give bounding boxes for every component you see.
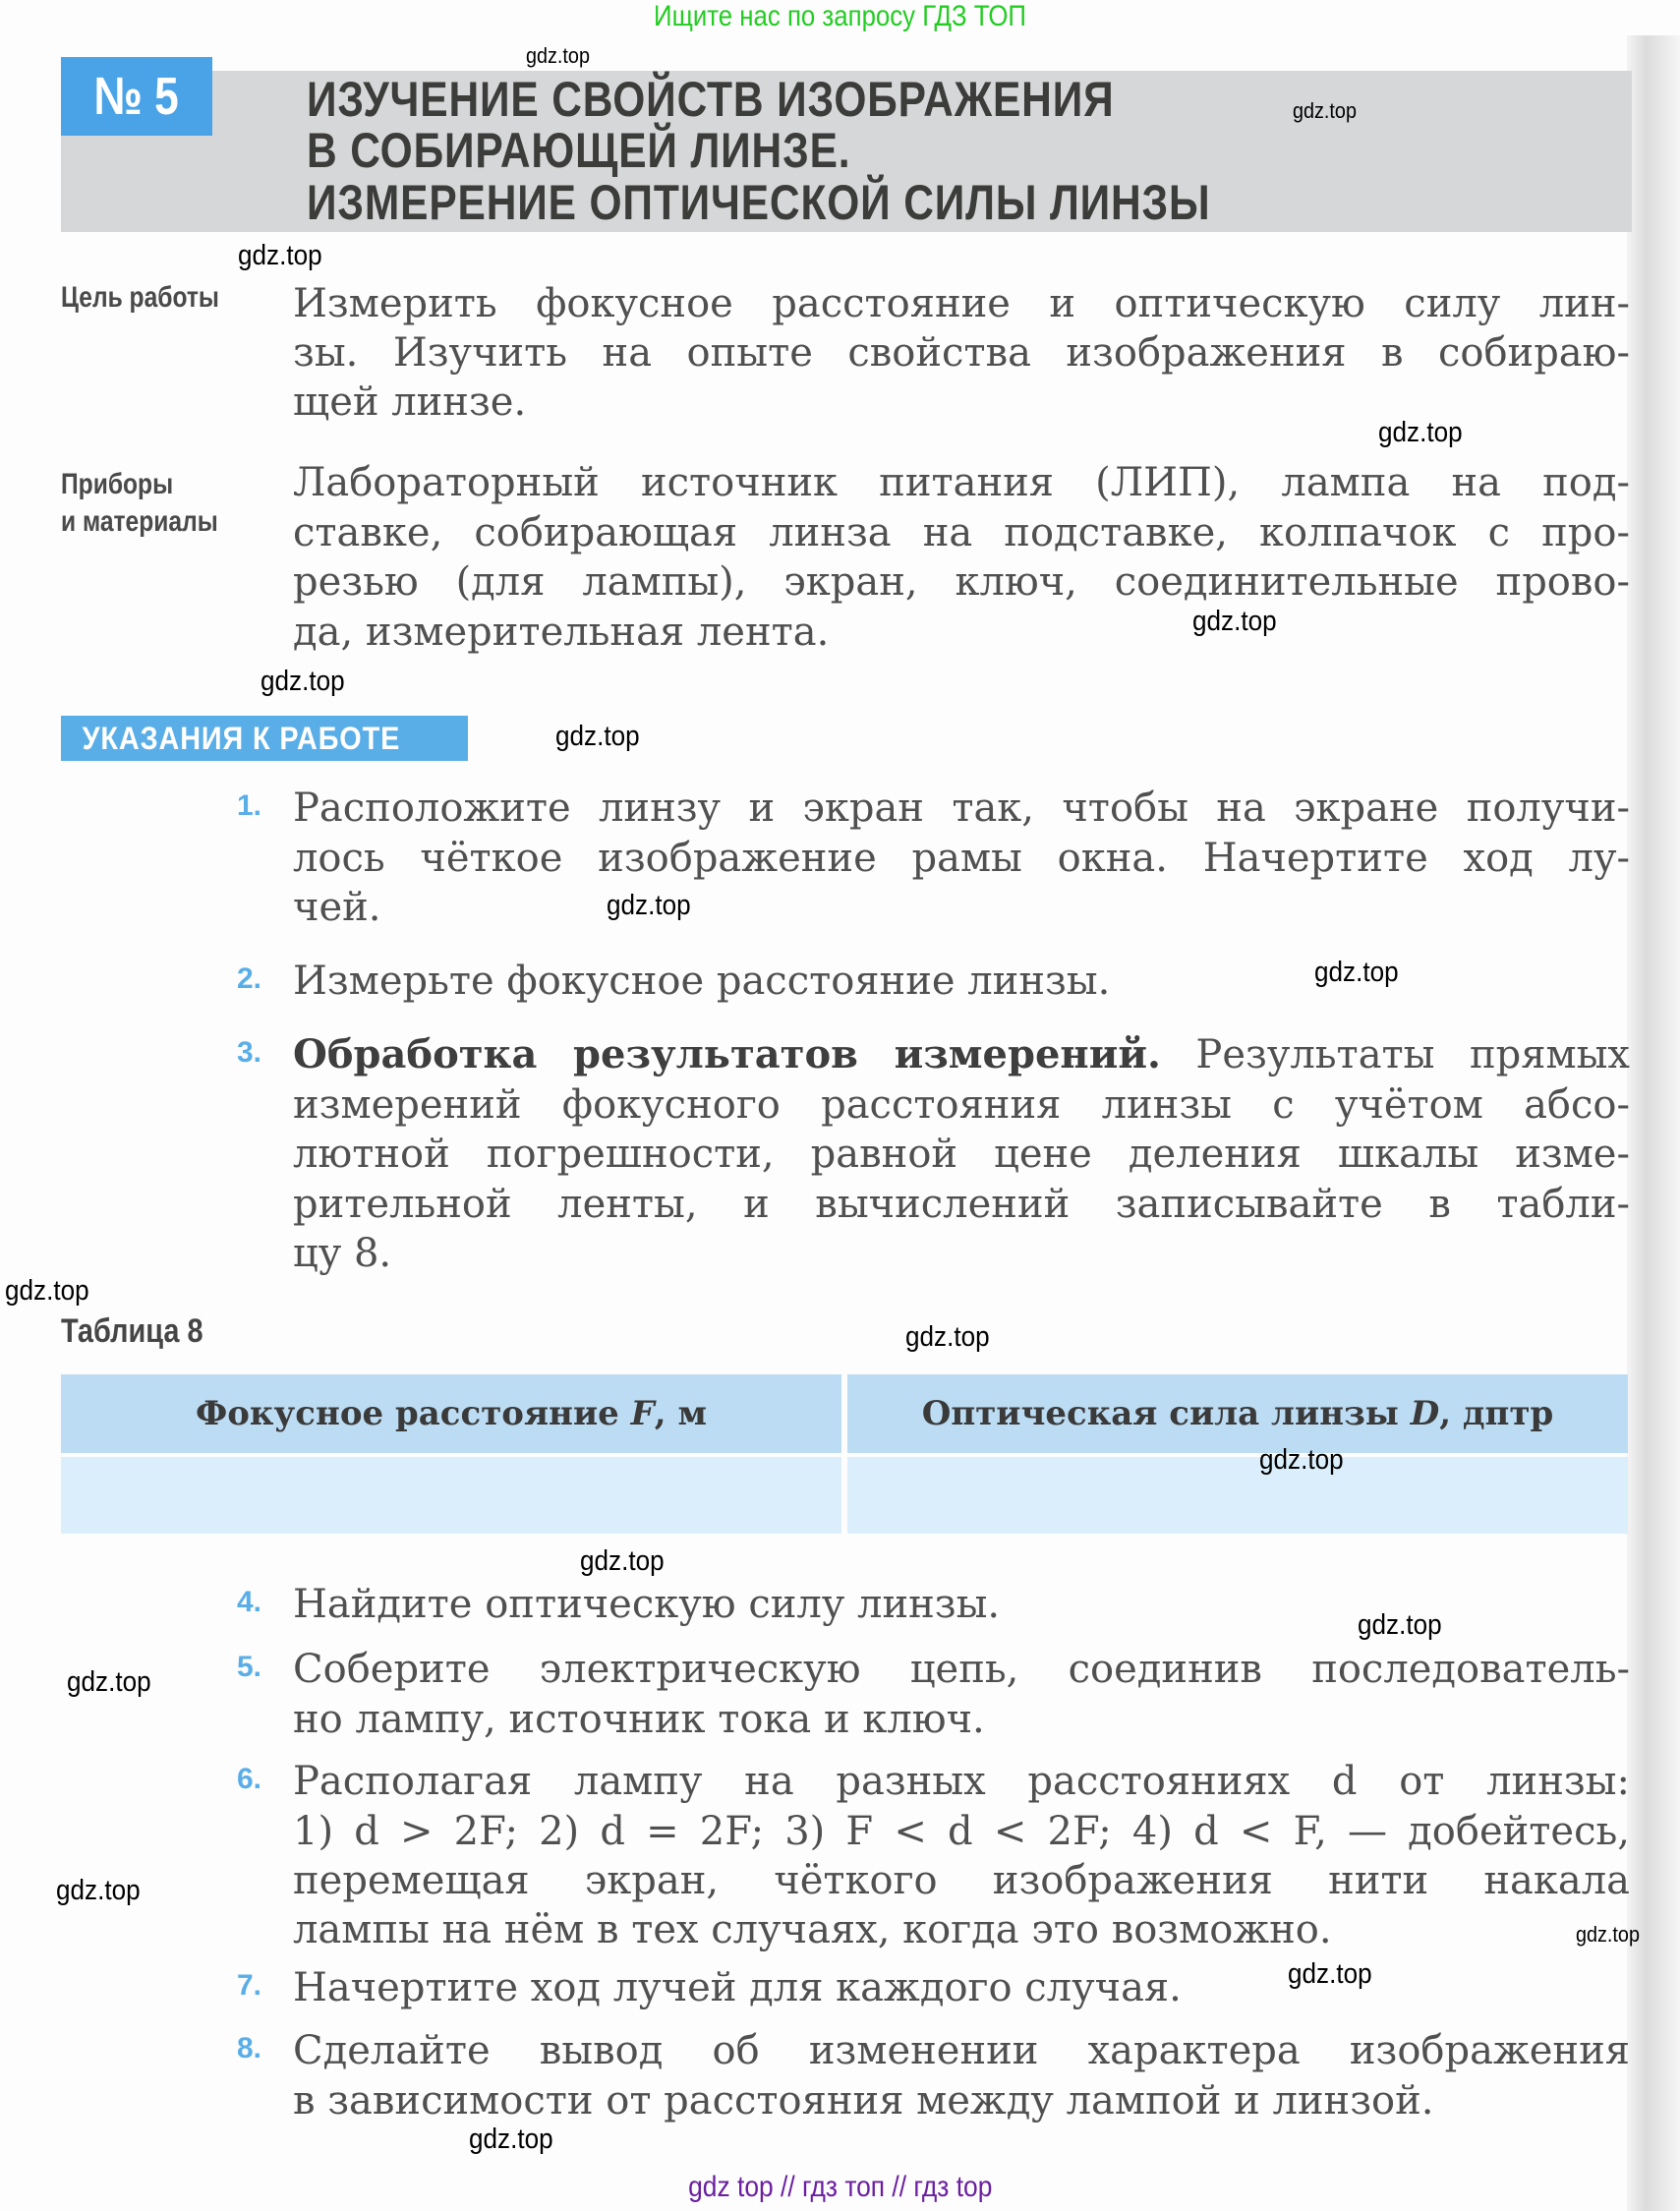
lab-number: № 5 — [93, 67, 180, 126]
table-header-optical-power — [847, 1374, 1628, 1453]
watermark: gdz.top — [5, 1275, 89, 1307]
table-header-focal-length — [61, 1374, 841, 1453]
step-6-line: Располагая лампу на разных расстояниях d от линзы: — [293, 1759, 1630, 1804]
goal-text-line: щей линзе. — [293, 379, 527, 425]
watermark: gdz.top — [1576, 1922, 1640, 1947]
equipment-label-line-1: Приборы — [61, 468, 174, 500]
header-text: Оптическая сила линзы — [921, 1394, 1411, 1433]
watermark: gdz.top — [526, 43, 590, 68]
goal-text-line: зы. Изучить на опыте свойства изображения в собираю- — [293, 330, 1630, 376]
watermark: gdz.top — [1293, 98, 1357, 123]
watermark: gdz.top — [607, 890, 691, 921]
step-3-bold-heading: Обработка результатов измерений. — [293, 1031, 1161, 1077]
watermark: gdz.top — [580, 1545, 665, 1577]
step-number: 4. — [236, 1586, 261, 1618]
goal-text-line: Измерить фокусное расстояние и оптическую силу лин- — [293, 281, 1630, 326]
table-cell-focal-length — [61, 1457, 841, 1534]
header-variable: D — [1410, 1394, 1440, 1433]
step-number: 8. — [236, 2032, 261, 2065]
title-line-3: ИЗМЕРЕНИЕ ОПТИЧЕСКОЙ СИЛЫ ЛИНЗЫ — [307, 175, 1211, 230]
equipment-text-line: да, измерительная лента. — [293, 610, 830, 655]
step-2-line: Измерьте фокусное расстояние линзы. — [293, 959, 1111, 1004]
table-cell-optical-power — [847, 1457, 1628, 1534]
step-number: 5. — [236, 1651, 261, 1683]
goal-label: Цель работы — [61, 281, 219, 314]
step-6-line: лампы на нём в тех случаях, когда это возможно. — [293, 1907, 1332, 1952]
watermark: gdz.top — [1192, 606, 1277, 637]
watermark: gdz.top — [56, 1875, 141, 1906]
lab-number-badge — [61, 57, 212, 136]
title-line-2: В СОБИРАЮЩЕЙ ЛИНЗЕ. — [307, 123, 851, 178]
step-5-line: но лампу, источник тока и ключ. — [293, 1697, 985, 1742]
step-6-line: перемещая экран, чёткого изображения нити накала — [293, 1858, 1630, 1903]
header-unit: , м — [654, 1394, 707, 1433]
instructions-heading-text: УКАЗАНИЯ К РАБОТЕ — [82, 721, 401, 756]
step-8-line: Сделайте вывод об изменении характера изображения — [293, 2028, 1630, 2073]
table-8 — [61, 1374, 1628, 1534]
header-text: Фокусное расстояние — [196, 1394, 631, 1433]
step-3-line-1 — [293, 1030, 1630, 1079]
watermark: gdz.top — [261, 666, 345, 697]
step-number: 6. — [236, 1763, 261, 1795]
bottom-banner-text: gdz top // гдз топ // гдз top — [687, 2171, 993, 2203]
equipment-text-line: ставке, собирающая линза на подставке, колпачок с про- — [293, 510, 1630, 555]
equipment-text-line: Лабораторный источник питания (ЛИП), лампа на под- — [293, 460, 1630, 505]
watermark: gdz.top — [238, 240, 322, 271]
step-1-line: лось чёткое изображение рамы окна. Начертите ход лу- — [293, 836, 1630, 881]
step-3-line: лютной погрешности, равной цене деления шкалы изме- — [293, 1132, 1630, 1177]
step-8-line: в зависимости от расстояния между лампой и линзой. — [293, 2078, 1434, 2124]
watermark: gdz.top — [1259, 1444, 1344, 1476]
step-1-line: Расположите линзу и экран так, чтобы на экране получи- — [293, 785, 1630, 831]
equipment-label-line-2: и материалы — [61, 505, 218, 538]
equipment-text-line: резью (для лампы), экран, ключ, соединительные прово- — [293, 559, 1630, 605]
table-caption: Таблица 8 — [61, 1312, 203, 1350]
top-search-banner: Ищите нас по запросу ГДЗ ТОП — [654, 0, 1026, 32]
step-number: 2. — [236, 962, 261, 995]
step-1-line: чей. — [293, 885, 381, 930]
watermark: gdz.top — [67, 1666, 151, 1698]
step-3-line: цу 8. — [293, 1231, 392, 1276]
step-3-line: рительной ленты, и вычислений записывайте в табли- — [293, 1182, 1630, 1227]
step-3-text: Результаты прямых — [1160, 1032, 1630, 1077]
step-number: 1. — [236, 789, 261, 822]
header-variable: F — [630, 1394, 655, 1433]
page-edge-shadow — [1627, 35, 1680, 2211]
step-6-line: 1) d > 2F; 2) d = 2F; 3) F < d < 2F; 4) d < F, — добейтесь, — [293, 1809, 1630, 1854]
watermark: gdz.top — [1288, 1958, 1372, 1990]
title-line-1: ИЗУЧЕНИЕ СВОЙСТВ ИЗОБРАЖЕНИЯ — [307, 72, 1115, 127]
step-3-line: измерений фокусного расстояния линзы с учётом абсо- — [293, 1082, 1630, 1128]
step-4-line: Найдите оптическую силу линзы. — [293, 1582, 1001, 1627]
watermark: gdz.top — [1314, 957, 1399, 988]
step-5-line: Соберите электрическую цепь, соединив последователь- — [293, 1647, 1630, 1692]
step-7-line: Начертите ход лучей для каждого случая. — [293, 1965, 1182, 2010]
watermark: gdz.top — [1378, 417, 1463, 448]
watermark: gdz.top — [905, 1321, 990, 1353]
step-number: 3. — [236, 1036, 261, 1069]
bottom-banner — [0, 2171, 1680, 2204]
watermark: gdz.top — [555, 721, 640, 752]
header-unit: , дптр — [1439, 1394, 1554, 1433]
watermark: gdz.top — [469, 2124, 553, 2155]
instructions-heading — [61, 716, 468, 761]
step-number: 7. — [236, 1969, 261, 2002]
watermark: gdz.top — [1358, 1609, 1442, 1641]
